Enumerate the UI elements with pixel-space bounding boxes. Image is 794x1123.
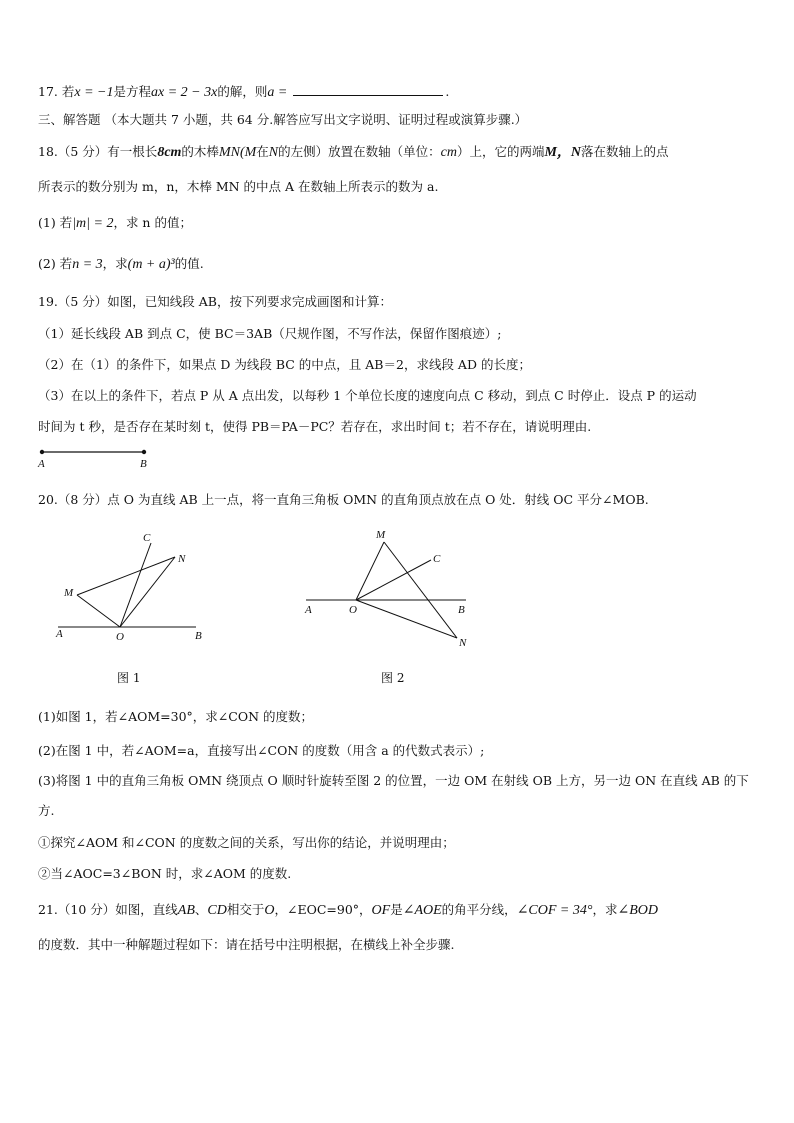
q21-math-ab: AB <box>177 903 195 918</box>
fig1-label-m: M <box>64 587 74 599</box>
q17-text-3: 的解，则 <box>217 84 268 99</box>
q20-part-3c1: ①探究∠AOM 和∠CON 的度数之间的关系，写出你的结论，并说明理由； <box>38 835 455 850</box>
fig2-label-n: N <box>459 637 467 649</box>
fig1-label-a: A <box>56 628 63 640</box>
q18-math-mn: MN(M <box>218 145 257 160</box>
q18-text-b: 的木棒 <box>181 144 219 159</box>
fig2-label-b: B <box>458 604 465 616</box>
q17-answer-blank[interactable] <box>293 83 443 96</box>
q20-part-1: (1)如图 1，若∠AOM=30°，求∠CON 的度数； <box>38 709 314 724</box>
q17-math-1: x = −1 <box>74 85 114 100</box>
q20-part-3c2: ②当∠AOC=3∠BON 时，求∠AOM 的度数. <box>38 866 292 881</box>
q18-text-e: ）上，它的两端 <box>456 144 545 159</box>
q17-text-1: 若 <box>61 84 75 99</box>
q18-p1-text-a: (1) 若 <box>38 215 73 230</box>
q18-math-ends: M，N <box>544 145 582 160</box>
q17-math-2: ax = 2 − 3x <box>151 85 218 100</box>
q17-number: 17. <box>38 84 58 99</box>
q21-math-of: OF <box>371 903 391 918</box>
q19-line-2: （1）延长线段 AB 到点 C，使 BC＝3AB（尺规作图，不写作法，保留作图痕迹）; <box>38 326 502 341</box>
q21-math-cd: CD <box>207 903 227 918</box>
q21-line-2: 的度数．其中一种解题过程如下：请在括号中注明根据，在横线上补全步骤. <box>38 937 455 952</box>
q18-text-a: 18.（5 分）有一根长 <box>38 144 158 159</box>
q18-p2-math-2: (m + a)³ <box>127 257 175 272</box>
fig1-label-o: O <box>116 631 124 643</box>
q21-math-o: O <box>264 903 275 918</box>
q21-text-a: 21.（10 分）如图，直线 <box>38 902 178 917</box>
q20-part-2: (2)在图 1 中，若∠AOM=a，直接写出∠CON 的度数（用含 a 的代数式表示）; <box>38 743 485 758</box>
q21-text-e: 是 <box>390 902 403 917</box>
q21-math-aoe: ∠AOE <box>402 903 442 918</box>
q18-p2-text-a: (2) 若 <box>38 256 73 271</box>
q17-line <box>38 82 449 101</box>
q21-text-c: 相交于 <box>226 902 265 917</box>
q18-math-cm: cm <box>440 145 457 160</box>
q19-line-4: （3）在以上的条件下，若点 P 从 A 点出发，以每秒 1 个单位长度的速度向点 C 移动，到点 C 时停止．设点 P 的运动 <box>38 388 697 403</box>
point-a <box>40 450 44 454</box>
label-b: B <box>140 458 147 470</box>
fig2-label-m: M <box>376 529 386 541</box>
side-om <box>77 595 120 627</box>
q18-p2-text-c: 的值. <box>174 256 204 271</box>
point-b <box>142 450 146 454</box>
q20-figure-2 <box>300 522 480 650</box>
label-a: A <box>38 458 45 470</box>
q20-line-1: 20.（8 分）点 O 为直线 AB 上一点，将一直角三角板 OMN 的直角顶点放在点 O 处．射线 OC 平分∠MOB. <box>38 492 649 507</box>
fig1-label-n: N <box>178 553 186 565</box>
q18-part-2 <box>38 254 204 273</box>
q18-part-1 <box>38 213 192 232</box>
fig1-label-c: C <box>143 532 151 544</box>
fig1-caption: 图 1 <box>117 671 141 685</box>
fig2-caption: 图 2 <box>381 671 405 685</box>
q18-p2-math-1: n = 3 <box>72 257 103 272</box>
fig2-label-a: A <box>305 604 312 616</box>
fig1-label-b: B <box>195 630 202 642</box>
q20-part-3b: 方. <box>38 803 55 818</box>
q19-line-1: 19.（5 分）如图，已知线段 AB，按下列要求完成画图和计算： <box>38 294 392 309</box>
q18-p1-text-b: ，求 n 的值； <box>113 215 192 230</box>
q18-line-2: 所表示的数分别为 m，n，木棒 MN 的中点 A 在数轴上所表示的数为 a. <box>38 179 439 194</box>
section-3-header: 三、解答题 （本大题共 7 小题，共 64 分.解答应写出文字说明、证明过程或演算步骤.） <box>38 112 528 127</box>
q21-text-d: ，∠EOC=90°， <box>274 902 372 917</box>
q19-segment-figure <box>34 444 164 470</box>
q18-text-f: 落在数轴上的点 <box>581 144 669 159</box>
side-om <box>356 542 384 600</box>
q18-math-length: 8cm <box>157 145 182 160</box>
q21-text-g: ，求 <box>592 902 618 917</box>
q20-figure-1 <box>50 525 220 650</box>
q18-p2-text-b: ，求 <box>102 256 128 271</box>
ray-oc <box>356 560 431 600</box>
q18-text-d: 的左侧）放置在数轴（单位： <box>278 144 441 159</box>
q18-p1-math: |m| = 2 <box>72 216 114 231</box>
fig2-label-c: C <box>433 553 441 565</box>
side-mn <box>384 542 457 638</box>
q18-line-1 <box>38 141 669 161</box>
side-on <box>356 600 457 638</box>
ray-oc <box>120 543 151 627</box>
q20-part-3a: (3)将图 1 中的直角三角板 OMN 绕顶点 O 顺时针旋转至图 2 的位置，一边 OM 在射线 OB 上方，另一边 ON 在直线 AB 的下 <box>38 773 749 788</box>
q21-text-f: 的角平分线， <box>441 902 517 917</box>
q17-text-2: 是方程 <box>113 84 152 99</box>
q18-text-c: 在 <box>256 144 269 159</box>
q21-line-1 <box>38 900 658 919</box>
q21-text-b: 、 <box>194 902 208 917</box>
q18-math-n: N <box>268 145 279 160</box>
q17-end: . <box>445 84 450 99</box>
q17-math-3: a = <box>267 85 288 100</box>
q21-math-bod: ∠BOD <box>617 903 658 918</box>
q19-line-5: 时间为 t 秒，是否存在某时刻 t，使得 PB＝PA－PC？若存在，求出时间 t；若不存在，请说明理由. <box>38 419 592 434</box>
q19-line-3: （2）在（1）的条件下，如果点 D 为线段 BC 的中点，且 AB＝2，求线段 AD 的长度； <box>38 357 531 372</box>
q21-math-cof: ∠COF = 34° <box>516 903 593 918</box>
fig2-label-o: O <box>349 604 357 616</box>
